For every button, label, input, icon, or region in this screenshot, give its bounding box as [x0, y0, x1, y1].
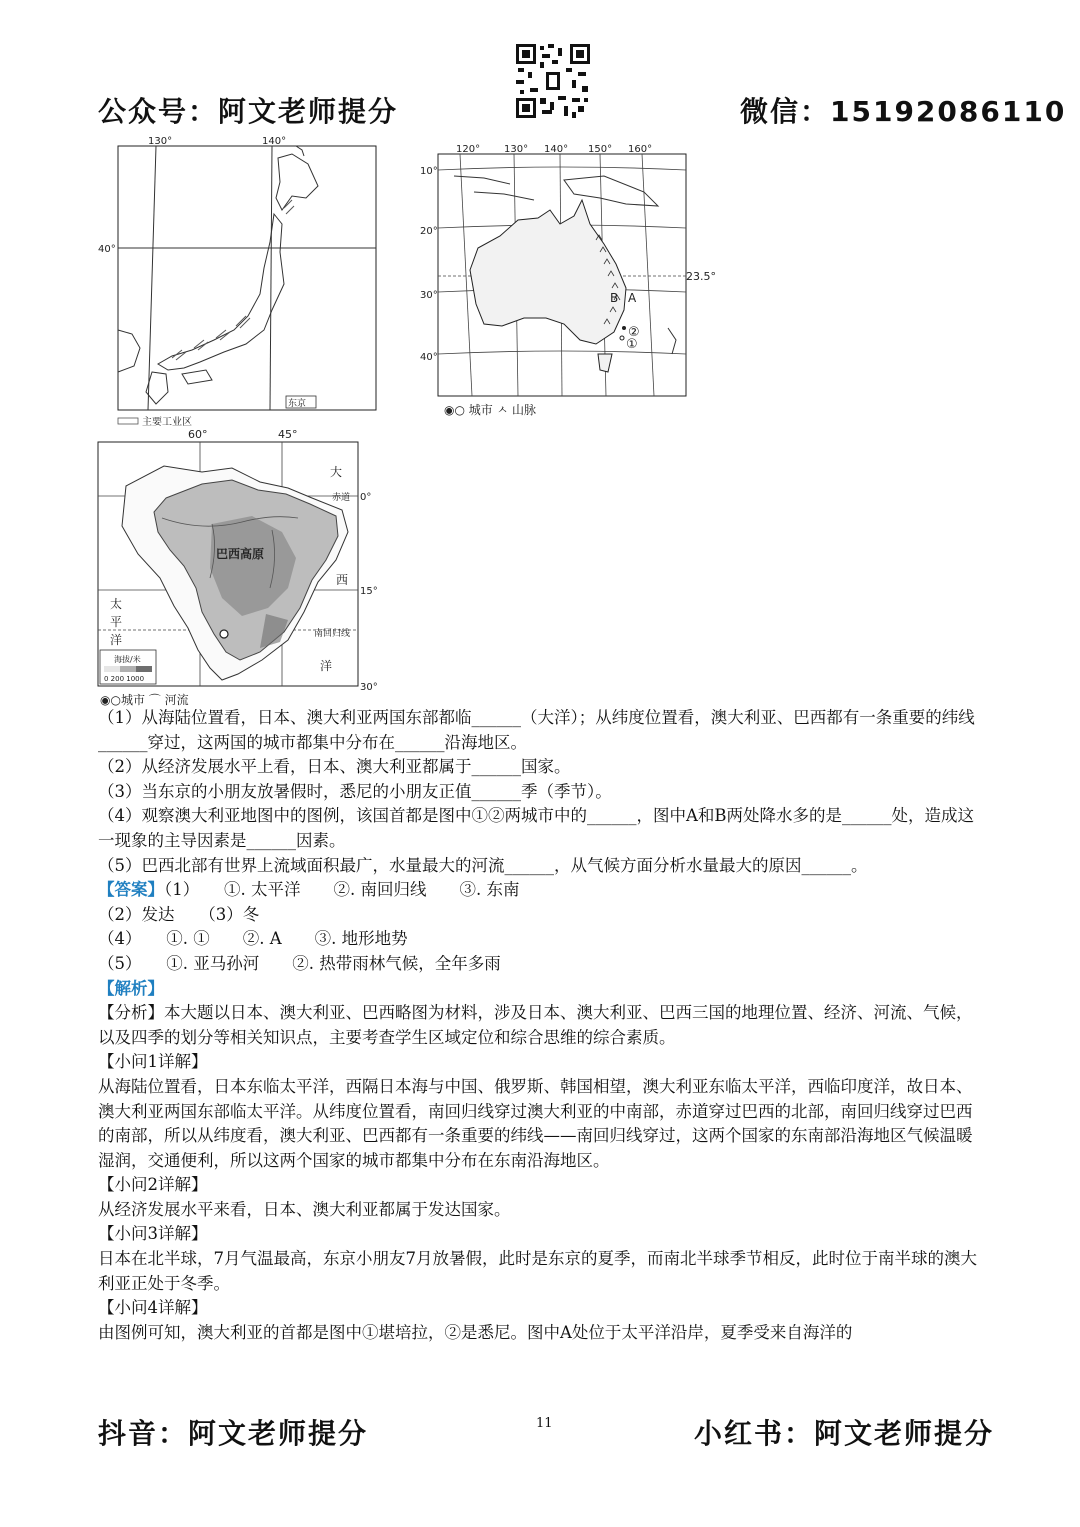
aus-label-b: B	[610, 291, 619, 305]
subq-2-text: 从经济发展水平来看，日本、澳大利亚都属于发达国家。	[98, 1199, 511, 1219]
aus-tropic-label: 23.5°	[686, 270, 716, 283]
subq-3-heading: 【小问3详解】	[98, 1224, 208, 1244]
brazil-lon-60: 60°	[188, 428, 208, 441]
answer-line-1: （1） ①. 太平洋 ②. 南回归线 ③. 东南	[164, 880, 520, 900]
question-3: （3）当东京的小朋友放暑假时，悉尼的小朋友正值______季（季节）。	[98, 781, 612, 801]
footer-right: 小红书：阿文老师提分	[694, 1417, 995, 1450]
pacific-char-2: 平	[110, 615, 123, 629]
japan-lon2-label: 140°	[262, 136, 287, 147]
header-left: 公众号：阿文老师提分	[98, 95, 399, 128]
subq-4-heading: 【小问4详解】	[98, 1298, 208, 1318]
aus-lat-10: 10°	[420, 166, 438, 177]
question-4: （4）观察澳大利亚地图中的图例，该国首都是图中①②两城市中的______，图中A和B两处降水多的是______处，造成这一现象的主导因素是______因素。	[98, 806, 975, 850]
japan-lon1-label: 130°	[148, 136, 173, 147]
answer-line-4: （5） ①. 亚马孙河 ②. 热带雨林气候，全年多雨	[98, 953, 501, 973]
equator-label: 赤道	[332, 493, 351, 503]
aus-legend: ◉○ 城市 ㅅ 山脉	[444, 403, 536, 417]
question-1: （1）从海陆位置看，日本、澳大利亚两国东部都临______（大洋）；从纬度位置看，澳大利亚、巴西都有一条重要的纬线______穿过，这两国的城市都集中分布在______沿海地区。	[98, 708, 975, 752]
subq-2-heading: 【小问2详解】	[98, 1175, 208, 1195]
aus-label-1: ①	[626, 337, 638, 352]
japan-legend: 主要工业区	[142, 417, 192, 428]
subq-1-heading: 【小问1详解】	[98, 1052, 208, 1072]
aus-label-a: A	[628, 291, 637, 305]
analysis-fenxi: 【分析】本大题以日本、澳大利亚、巴西略图为材料，涉及日本、澳大利亚、巴西三国的地理位置、经济、河流、气候，以及四季的划分等相关知识点，主要考查学生区域定位和综合思维的综合素质。	[98, 1003, 973, 1047]
pacific-char-1: 太	[110, 597, 123, 611]
aus-lat-30: 30°	[420, 290, 438, 301]
header-right: 微信：15192086110	[740, 95, 1067, 128]
japan-lat-label: 40°	[98, 244, 116, 255]
aus-lat-20: 20°	[420, 226, 438, 237]
answer-line-2: （2）发达 （3）冬	[98, 904, 260, 924]
pacific-char-3: 洋	[110, 633, 123, 647]
brazil-plateau-label: 巴西高原	[216, 547, 265, 561]
question-5: （5）巴西北部有世界上流域面积最广，水量最大的河流______，从气候方面分析水量最大的原因______。	[98, 855, 868, 875]
atlantic-char-3: 洋	[320, 659, 333, 673]
answer-tag: 【答案】	[98, 880, 164, 900]
footer-left: 抖音：阿文老师提分	[98, 1417, 369, 1450]
tropic-label: 南回归线	[314, 629, 351, 639]
scale-title: 海拔/米	[114, 655, 141, 664]
brazil-lat-0: 0°	[360, 492, 372, 503]
brazil-legend: ◉○城市 ⌒ 河流	[100, 693, 189, 707]
atlantic-char-1: 大	[330, 465, 343, 479]
page-number: 11	[536, 1416, 553, 1431]
aus-lon-160: 160°	[628, 144, 653, 155]
japan-map	[96, 134, 384, 428]
aus-lon-130: 130°	[504, 144, 529, 155]
subq-4-text: 由图例可知，澳大利亚的首都是图中①堪培拉，②是悉尼。图中A处位于太平洋沿岸，夏季受来自海洋的	[98, 1322, 853, 1342]
aus-lon-150: 150°	[588, 144, 613, 155]
subq-1-text: 从海陆位置看，日本东临太平洋，西隔日本海与中国、俄罗斯、韩国相望，澳大利亚东临太平洋，西临印度洋，故日本、澳大利亚两国东部临太平洋。从纬度位置看，南回归线穿过澳大利亚的中南部，赤道穿过巴西的北部，南回归线穿过巴西的南部，所以从纬度看，澳大利亚、巴西都有一条重要的纬线——南回归线穿过，这两个国家的东南部沿海地区气候温暖湿润，交通便利，所以这两个国家的城市都集中分布在东南沿海地区。	[98, 1076, 973, 1170]
atlantic-char-2: 西	[336, 573, 349, 587]
australia-map	[414, 140, 724, 420]
aus-lat-40: 40°	[420, 352, 438, 363]
brazil-lat-15: 15°	[360, 586, 378, 597]
brazil-lon-45: 45°	[278, 428, 298, 441]
answer-line-3: （4） ①. ① ②. A ③. 地形地势	[98, 929, 408, 949]
aus-lon-120: 120°	[456, 144, 481, 155]
subq-3-text: 日本在北半球，7月气温最高，东京小朋友7月放暑假，此时是东京的夏季，而南北半球季节相反，此时位于南半球的澳大利亚正处于冬季。	[98, 1249, 977, 1293]
japan-tag: 东京	[288, 399, 307, 409]
aus-label-2: ②	[628, 325, 640, 340]
qr-code-icon	[516, 44, 590, 118]
question-2: （2）从经济发展水平上看，日本、澳大利亚都属于______国家。	[98, 757, 571, 777]
aus-lon-140: 140°	[544, 144, 569, 155]
brazil-lat-30: 30°	[360, 682, 378, 693]
analysis-tag: 【解析】	[98, 978, 164, 998]
scale-values: 0 200 1000	[104, 675, 145, 683]
brazil-map	[92, 428, 392, 710]
question-body	[98, 706, 988, 1345]
